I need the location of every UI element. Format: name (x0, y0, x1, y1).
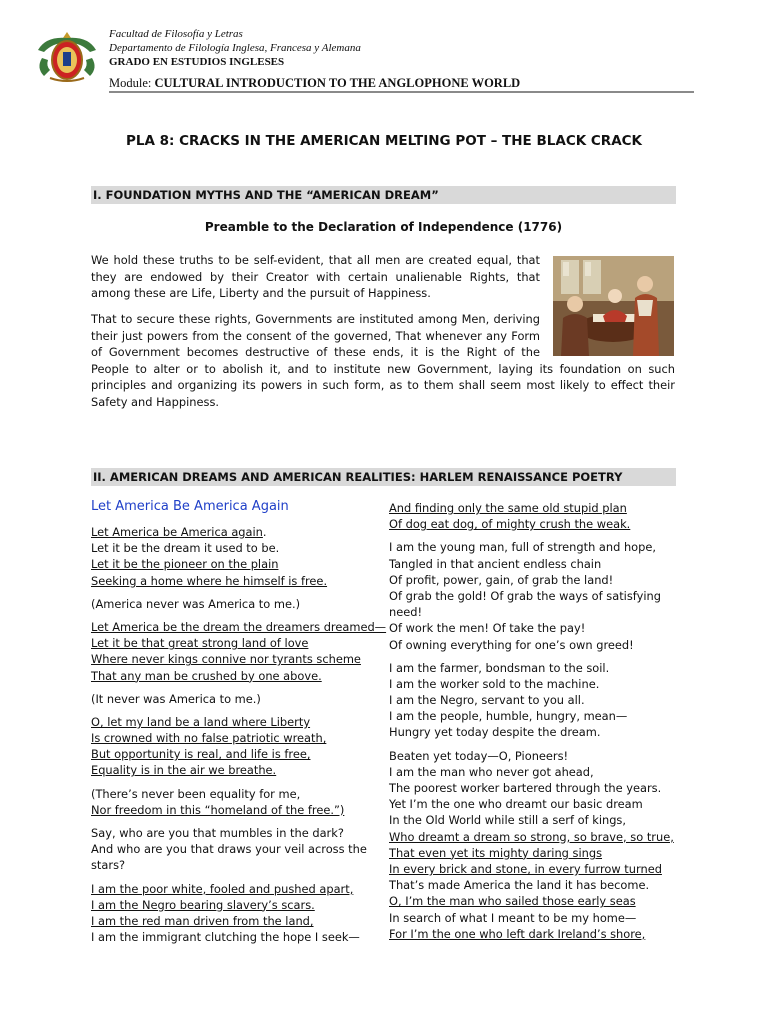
poem-line: Nor freedom in this “homeland of the free.”) (91, 802, 345, 817)
poem-line: That any man be crushed by one above. (91, 668, 322, 683)
poem-line: And who are you that draws your veil across the (91, 842, 367, 857)
poem-line: Beaten yet today—O, Pioneers! (389, 748, 569, 763)
text-line: Safety and Happiness. (91, 394, 219, 409)
poem-line: Of work the men! Of take the pay! (389, 621, 586, 636)
poem-line: Of dog eat dog, of mighty crush the weak. (389, 517, 631, 532)
declaration-painting (553, 256, 674, 356)
poem-line: I am the Negro bearing slavery’s scars. (91, 897, 315, 912)
poem-column-left (91, 524, 386, 945)
poem-line: I am the Negro, servant to you all. (389, 693, 585, 708)
poem-line: Is crowned with no false patriotic wreath, (91, 731, 327, 746)
document-title: PLA 8: CRACKS IN THE AMERICAN MELTING POT – THE BLACK CRACK (125, 133, 643, 149)
poem-line: That even yet its mighty daring sings (389, 845, 603, 860)
poem-title-link[interactable]: Let America Be America Again (91, 499, 289, 514)
module-name: CULTURAL INTRODUCTION TO THE ANGLOPHONE WORLD (154, 76, 521, 90)
poem-line: (America never was America to me.) (91, 596, 301, 611)
degree-name: GRADO EN ESTUDIOS INGLESES (109, 56, 285, 68)
text-line: We hold these truths to be self-evident, that all men are created equal, that (91, 253, 540, 267)
text-line: they are endowed by their Creator with certain unalienable Rights, that (91, 269, 540, 284)
poem-line: The poorest worker bartered through the years. (389, 781, 662, 795)
text-line: their just powers from the consent of the governed, That whenever any Form (91, 328, 540, 343)
department-name: Departamento de Filología Inglesa, Francesa y Alemana (109, 42, 361, 54)
poem-line-text: Let America be America again (91, 525, 263, 539)
poem-line: I am the people, humble, hungry, mean— (389, 709, 628, 724)
preamble-subtitle: Preamble to the Declaration of Independence (1776) (204, 220, 563, 234)
poem-line: Tangled in that ancient endless chain (389, 556, 602, 571)
text-line: of Government becomes destructive of these ends, it is the Right of the (91, 345, 540, 359)
text-line: That to secure these rights, Governments are instituted among Men, deriving (91, 312, 540, 326)
poem-line: Where never kings connive nor tyrants scheme (91, 652, 361, 667)
poem-line: Of profit, power, gain, of grab the land! (389, 572, 614, 587)
poem-line: O, let my land be a land where Liberty (91, 714, 311, 729)
module-prefix: Module: (109, 76, 155, 90)
poem-column-right (389, 500, 674, 942)
preamble-paragraph-2-cont (91, 361, 675, 411)
poem-line: Let it be the dream it used to be. (91, 541, 280, 556)
poem-line: (There’s never been equality for me, (91, 786, 301, 801)
poem-line-punct: . (262, 525, 267, 539)
poem-line: I am the immigrant clutching the hope I seek— (91, 930, 360, 945)
poem-line: That’s made America the land it has become. (389, 878, 650, 893)
poem-line: I am the poor white, fooled and pushed apart, (91, 881, 354, 896)
faculty-name: Facultad de Filosofía y Letras (109, 28, 243, 40)
poem-line: Say, who are you that mumbles in the dark? (91, 826, 344, 840)
poem-line: stars? (91, 858, 126, 873)
poem-line: Who dreamt a dream so strong, so brave, so true, (389, 829, 674, 844)
module-line (109, 76, 520, 90)
poem-line: I am the young man, full of strength and hope, (389, 540, 657, 555)
poem-line (91, 524, 386, 540)
poem-line: need! (389, 605, 423, 620)
university-crest (30, 28, 104, 84)
poem-line: Yet I’m the one who dreamt our basic dream (389, 797, 643, 812)
poem-line: Let it be that great strong land of love (91, 636, 309, 651)
poem-line: I am the man who never got ahead, (389, 764, 594, 779)
poem-line: I am the worker sold to the machine. (389, 676, 600, 691)
poem-line: Let America be the dream the dreamers dreamed— (91, 619, 387, 634)
section-1-heading: I. FOUNDATION MYTHS AND THE “AMERICAN DREAM” (91, 186, 676, 204)
poem-line: (It never was America to me.) (91, 691, 261, 706)
text-line: People to alter or to abolish it, and to institute new Government, laying its foundation on such (91, 361, 675, 376)
poem-line: I am the farmer, bondsman to the soil. (389, 660, 610, 675)
poem-line: Let it be the pioneer on the plain (91, 557, 279, 572)
poem-line: And finding only the same old stupid plan (389, 501, 627, 515)
poem-line: Hungry yet today despite the dream. (389, 725, 601, 740)
poem-line: I am the red man driven from the land, (91, 913, 314, 928)
poem-line: But opportunity is real, and life is free, (91, 747, 311, 762)
poem-line: In search of what I meant to be my home— (389, 910, 637, 925)
preamble-paragraph-1 (91, 252, 540, 302)
poem-line: O, I’m the man who sailed those early seas (389, 894, 636, 909)
preamble-paragraph-2 (91, 311, 540, 361)
poem-line: In the Old World while still a serf of kings, (389, 813, 626, 828)
poem-line: Equality is in the air we breathe. (91, 763, 277, 778)
poem-line: Seeking a home where he himself is free. (91, 573, 328, 588)
text-line: principles and organizing its powers in such form, as to them shall seem most likely to effect their (91, 378, 675, 392)
text-line: among these are Life, Liberty and the pursuit of Happiness. (91, 286, 431, 300)
header-rule (109, 91, 694, 93)
poem-line: Of grab the gold! Of grab the ways of satisfying (389, 588, 661, 603)
poem-line: For I’m the one who left dark Ireland’s shore, (389, 926, 646, 941)
poem-line: In every brick and stone, in every furrow turned (389, 861, 662, 876)
poem-line: Of owning everything for one’s own greed! (389, 637, 634, 652)
section-2-heading: II. AMERICAN DREAMS AND AMERICAN REALITIES: HARLEM RENAISSANCE POETRY (91, 468, 676, 486)
